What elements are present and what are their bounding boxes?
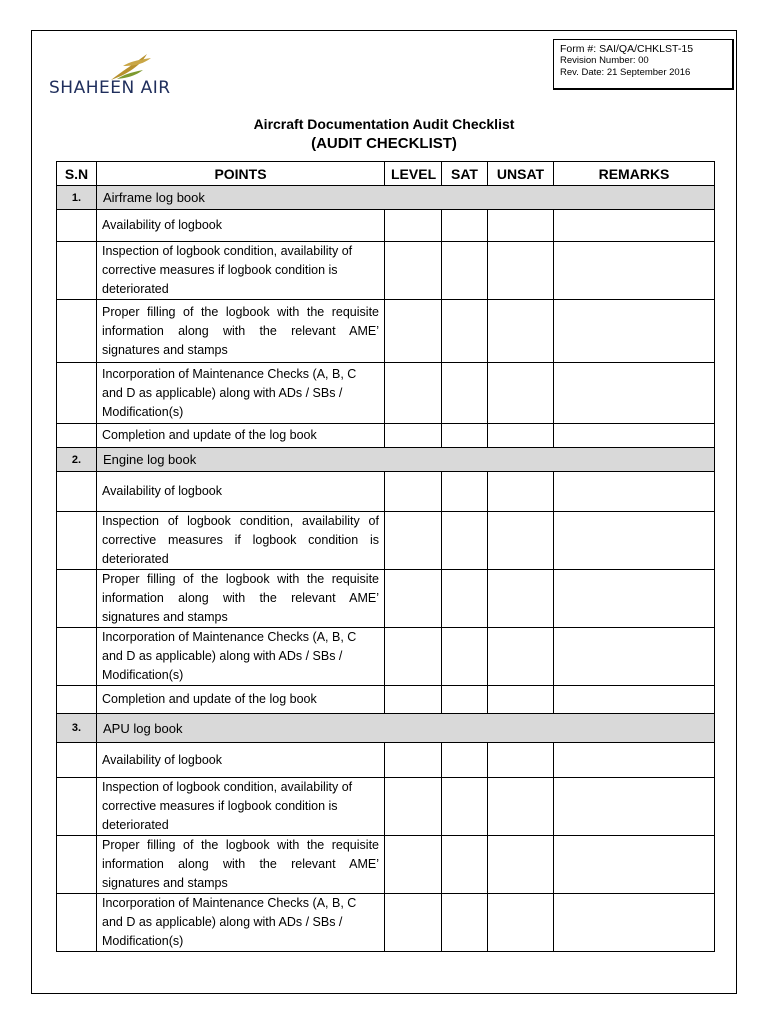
- sat-cell[interactable]: [442, 836, 488, 894]
- point-text: Incorporation of Maintenance Checks (A, B, C and D as applicable) along with ADs / SBs / Modification(s): [97, 363, 385, 424]
- remarks-cell[interactable]: [554, 894, 715, 952]
- remarks-cell[interactable]: [554, 424, 715, 448]
- unsat-cell[interactable]: [488, 570, 554, 628]
- table-row: [57, 210, 715, 242]
- company-logo: [49, 52, 189, 98]
- section-title: Engine log book: [97, 448, 715, 472]
- level-cell[interactable]: [385, 512, 442, 570]
- sat-cell[interactable]: [442, 512, 488, 570]
- remarks-cell[interactable]: [554, 628, 715, 686]
- table-row: [57, 300, 715, 363]
- table-row: [57, 570, 715, 628]
- table-row: [57, 686, 715, 714]
- level-cell[interactable]: [385, 743, 442, 778]
- level-cell[interactable]: [385, 363, 442, 424]
- table-row: [57, 628, 715, 686]
- remarks-cell[interactable]: [554, 836, 715, 894]
- table-row: [57, 836, 715, 894]
- point-text: Completion and update of the log book: [97, 686, 385, 714]
- point-text: Availability of logbook: [97, 210, 385, 242]
- table-header-row: [57, 162, 715, 186]
- table-row: [57, 512, 715, 570]
- point-text: Inspection of logbook condition, availability of corrective measures if logbook condition is deteriorated: [97, 512, 385, 570]
- header-remarks: REMARKS: [554, 162, 715, 186]
- unsat-cell[interactable]: [488, 894, 554, 952]
- table-row: [57, 363, 715, 424]
- sat-cell[interactable]: [442, 210, 488, 242]
- remarks-cell[interactable]: [554, 570, 715, 628]
- level-cell[interactable]: [385, 242, 442, 300]
- revision-date: Rev. Date: 21 September 2016: [560, 67, 691, 78]
- form-number: Form #: SAI/QA/CHKLST-15: [560, 43, 694, 55]
- unsat-cell[interactable]: [488, 210, 554, 242]
- remarks-cell[interactable]: [554, 363, 715, 424]
- table-row: [57, 778, 715, 836]
- sat-cell[interactable]: [442, 743, 488, 778]
- remarks-cell[interactable]: [554, 242, 715, 300]
- unsat-cell[interactable]: [488, 363, 554, 424]
- document-title: Aircraft Documentation Audit Checklist: [253, 116, 515, 132]
- unsat-cell[interactable]: [488, 778, 554, 836]
- unsat-cell[interactable]: [488, 628, 554, 686]
- table-row: [57, 242, 715, 300]
- header-unsat: UNSAT: [488, 162, 554, 186]
- unsat-cell[interactable]: [488, 242, 554, 300]
- section-number: 2.: [57, 448, 97, 472]
- sat-cell[interactable]: [442, 242, 488, 300]
- remarks-cell[interactable]: [554, 210, 715, 242]
- table-row: [57, 424, 715, 448]
- unsat-cell[interactable]: [488, 424, 554, 448]
- unsat-cell[interactable]: [488, 743, 554, 778]
- remarks-cell[interactable]: [554, 686, 715, 714]
- section-row: [57, 714, 715, 743]
- form-info-box: [553, 39, 734, 90]
- logo-text: SHAHEEN AIR: [49, 78, 171, 98]
- unsat-cell[interactable]: [488, 472, 554, 512]
- point-text: Availability of logbook: [97, 743, 385, 778]
- section-title: APU log book: [97, 714, 715, 743]
- point-text: Completion and update of the log book: [97, 424, 385, 448]
- sat-cell[interactable]: [442, 894, 488, 952]
- unsat-cell[interactable]: [488, 300, 554, 363]
- point-text: Incorporation of Maintenance Checks (A, B, C and D as applicable) along with ADs / SBs / Modification(s): [97, 894, 385, 952]
- point-text: Proper filling of the logbook with the requisite information along with the relevant AME’ signatures and stamps: [97, 836, 385, 894]
- level-cell[interactable]: [385, 778, 442, 836]
- section-row: [57, 186, 715, 210]
- point-text: Proper filling of the logbook with the requisite information along with the relevant AME’ signatures and stamps: [97, 300, 385, 363]
- section-row: [57, 448, 715, 472]
- point-text: Proper filling of the logbook with the requisite information along with the relevant AME’ signatures and stamps: [97, 570, 385, 628]
- table-row: [57, 472, 715, 512]
- level-cell[interactable]: [385, 628, 442, 686]
- sat-cell[interactable]: [442, 363, 488, 424]
- revision-number: Revision Number: 00: [560, 55, 649, 66]
- point-text: Incorporation of Maintenance Checks (A, B, C and D as applicable) along with ADs / SBs / Modification(s): [97, 628, 385, 686]
- sat-cell[interactable]: [442, 300, 488, 363]
- sat-cell[interactable]: [442, 628, 488, 686]
- level-cell[interactable]: [385, 836, 442, 894]
- section-number: 1.: [57, 186, 97, 210]
- remarks-cell[interactable]: [554, 512, 715, 570]
- sat-cell[interactable]: [442, 686, 488, 714]
- level-cell[interactable]: [385, 570, 442, 628]
- unsat-cell[interactable]: [488, 512, 554, 570]
- sat-cell[interactable]: [442, 570, 488, 628]
- level-cell[interactable]: [385, 300, 442, 363]
- unsat-cell[interactable]: [488, 836, 554, 894]
- point-text: Inspection of logbook condition, availability of corrective measures if logbook condition is deteriorated: [97, 242, 385, 300]
- point-text: Availability of logbook: [97, 472, 385, 512]
- header-sat: SAT: [442, 162, 488, 186]
- header-points: POINTS: [97, 162, 385, 186]
- sat-cell[interactable]: [442, 778, 488, 836]
- header-level: LEVEL: [385, 162, 442, 186]
- sat-cell[interactable]: [442, 424, 488, 448]
- level-cell[interactable]: [385, 472, 442, 512]
- level-cell[interactable]: [385, 894, 442, 952]
- sat-cell[interactable]: [442, 472, 488, 512]
- remarks-cell[interactable]: [554, 472, 715, 512]
- section-title: Airframe log book: [97, 186, 715, 210]
- header-sn: S.N: [57, 162, 97, 186]
- level-cell[interactable]: [385, 210, 442, 242]
- remarks-cell[interactable]: [554, 778, 715, 836]
- section-number: 3.: [57, 714, 97, 743]
- remarks-cell[interactable]: [554, 300, 715, 363]
- table-row: [57, 743, 715, 778]
- unsat-cell[interactable]: [488, 686, 554, 714]
- table-row: [57, 894, 715, 952]
- document-subtitle: (AUDIT CHECKLIST): [311, 135, 457, 152]
- remarks-cell[interactable]: [554, 743, 715, 778]
- audit-checklist-table: [56, 161, 715, 952]
- level-cell[interactable]: [385, 686, 442, 714]
- level-cell[interactable]: [385, 424, 442, 448]
- point-text: Inspection of logbook condition, availability of corrective measures if logbook condition is deteriorated: [97, 778, 385, 836]
